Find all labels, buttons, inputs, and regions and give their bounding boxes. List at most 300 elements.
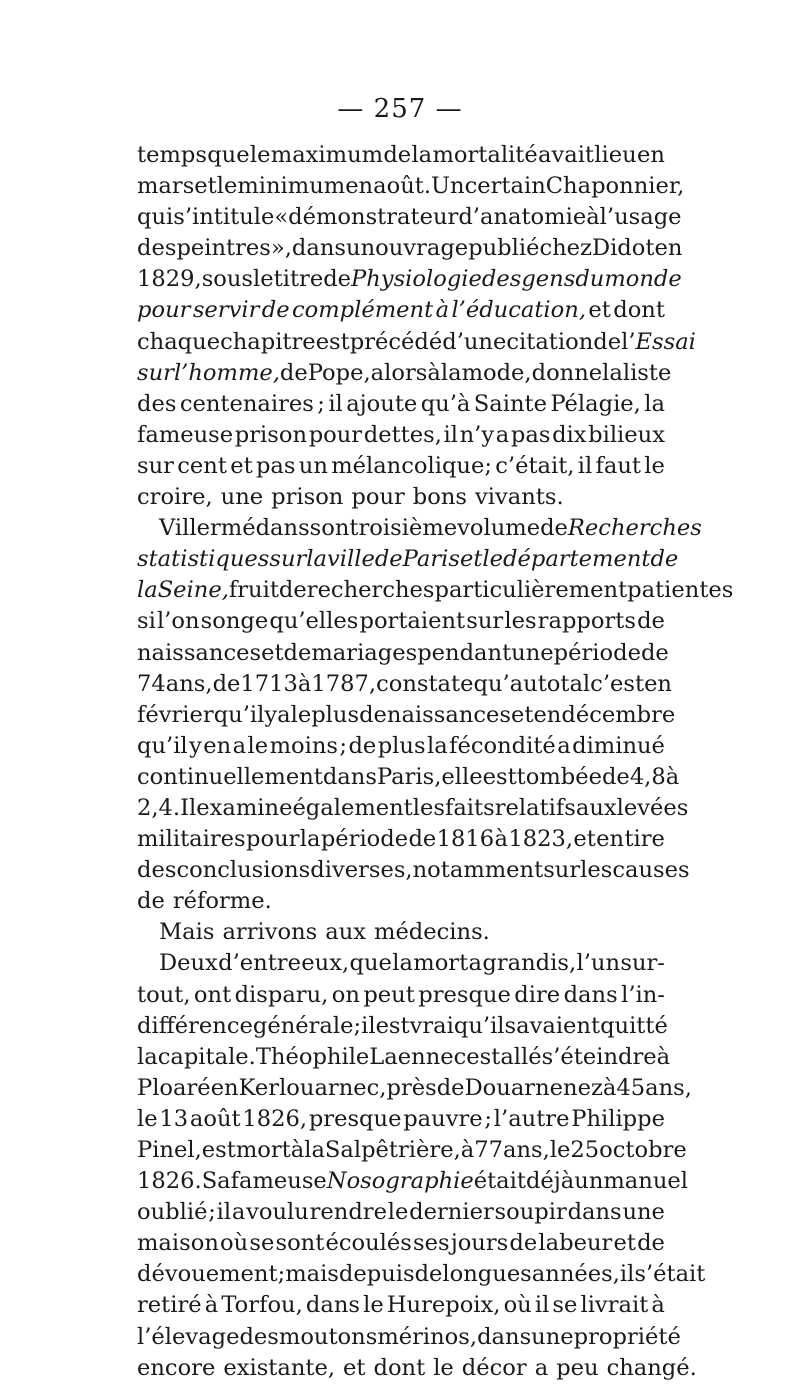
word: 1816 (436, 826, 495, 853)
word: Un (431, 173, 465, 200)
word: la (137, 1043, 158, 1070)
word: maison (137, 1230, 219, 1257)
word: à (427, 359, 441, 386)
word: est (375, 1012, 410, 1039)
word: capitale. (157, 1043, 256, 1070)
word: 77 (474, 1137, 503, 1163)
word: le (290, 701, 312, 728)
word: est (201, 1137, 236, 1163)
word: années, (531, 1261, 620, 1288)
page-number: — 257 — (337, 94, 463, 124)
word: statistiques (137, 546, 270, 573)
word: qu’au (473, 670, 538, 697)
word: naissances (137, 639, 262, 666)
text-line (137, 358, 672, 389)
word: Salpêtrière, (324, 1137, 461, 1163)
word: avaient (516, 1012, 601, 1039)
word: le (216, 173, 238, 200)
word: des (481, 266, 522, 293)
word: pas (255, 452, 296, 479)
word: peut (363, 981, 415, 1008)
word: les (412, 794, 445, 821)
word: le (249, 142, 271, 168)
word: Paris, (376, 763, 442, 790)
word: encore (137, 1354, 216, 1381)
word: conclusions (176, 857, 311, 884)
text-line (137, 264, 682, 295)
text-line (137, 1197, 665, 1228)
word: troisième (349, 515, 458, 542)
word: Deux (159, 950, 218, 977)
word: qu’il (213, 701, 265, 728)
word: liste (622, 359, 672, 386)
word: Nosographie (326, 1168, 474, 1195)
word: pour (351, 484, 405, 511)
text-line (137, 793, 689, 824)
word: depuis (338, 1261, 415, 1288)
word: peintres (176, 235, 271, 262)
word: arrivons (222, 919, 318, 946)
text-line (137, 948, 665, 979)
word: patientes (627, 577, 734, 604)
word: le (137, 1105, 158, 1132)
word: 1713 (240, 670, 298, 697)
word: aux (575, 794, 617, 821)
word: sur (137, 359, 174, 386)
word: 4,8 (629, 763, 666, 790)
word: Sainte (473, 390, 547, 417)
word: l’homme, (173, 359, 280, 386)
word: en (533, 701, 562, 728)
word: où (220, 1230, 249, 1257)
word: pour (246, 826, 300, 853)
word: y (189, 732, 202, 759)
word: sur- (620, 950, 665, 977)
word: Pélagie, (550, 390, 641, 417)
word: levées (616, 794, 689, 821)
word: la (411, 142, 433, 168)
word: Pinel, (137, 1137, 202, 1163)
word: ville (327, 546, 375, 573)
word: de (359, 701, 387, 728)
word: a (232, 732, 247, 759)
word: tire (624, 826, 665, 853)
word: février (137, 701, 214, 728)
word: une (511, 639, 554, 666)
word: la (392, 950, 413, 977)
word: continuellement (137, 763, 323, 790)
word: rapports (537, 608, 636, 635)
word: total (537, 670, 591, 697)
word: elle (441, 763, 483, 790)
word: Torfou, (221, 1292, 303, 1319)
word: et (261, 639, 284, 666)
word: et (613, 1230, 636, 1257)
word: qu’il (137, 732, 188, 759)
word: a (495, 421, 510, 448)
word: sur (269, 546, 307, 573)
word: de (640, 639, 669, 666)
word: la (644, 390, 665, 417)
body-text (137, 140, 734, 1384)
word: pauvre (403, 1105, 483, 1132)
word: et (510, 701, 534, 728)
word: de (278, 577, 307, 604)
text-line (137, 513, 702, 544)
word: recherches (306, 577, 435, 604)
word: fameuse (137, 421, 234, 448)
word: des (137, 235, 177, 262)
word: à (460, 1137, 475, 1163)
text-line (137, 171, 685, 202)
word: bilieux (588, 421, 665, 448)
word: décor (461, 1354, 527, 1381)
word: la (304, 1137, 325, 1163)
text-line (137, 140, 665, 171)
word: naissances (386, 701, 511, 728)
word: le (253, 266, 274, 293)
word: ses (412, 1230, 450, 1257)
word: titre (273, 266, 324, 293)
word: vrai (409, 1012, 454, 1039)
word: 1829, (137, 266, 202, 293)
word: pendant (417, 639, 512, 666)
word: Physiologie (351, 266, 482, 293)
word: où (503, 1292, 532, 1319)
word: plus (311, 701, 360, 728)
word: 1826, (242, 1105, 308, 1132)
text-line (137, 544, 679, 575)
word: Hurepoix, (386, 1292, 501, 1319)
word: notamment (412, 857, 544, 884)
text-line (137, 762, 680, 793)
word: fruit (228, 577, 279, 604)
word: diverses, (310, 857, 413, 884)
word: Villermé (159, 515, 256, 542)
word: mélancolique; (331, 452, 492, 479)
word: avait (538, 142, 595, 168)
word: on (331, 981, 360, 1008)
word: en (210, 1074, 239, 1101)
word: donne (531, 359, 603, 386)
word: et (230, 452, 253, 479)
word: ; (484, 1105, 493, 1132)
word: et (573, 826, 596, 853)
word: le (363, 1292, 384, 1319)
word: d’entre (218, 950, 301, 977)
word: son (309, 515, 350, 542)
word: précédé (349, 328, 443, 355)
word: un (574, 1168, 604, 1195)
word: a (557, 732, 571, 759)
word: gens (521, 266, 576, 293)
word: de (601, 763, 630, 790)
word: il (443, 421, 458, 448)
text-line (137, 1166, 688, 1197)
word: les (504, 608, 537, 635)
word: réforme. (172, 888, 272, 915)
word: longues (442, 1261, 532, 1288)
word: dans (255, 515, 310, 542)
word: ans, (645, 1074, 692, 1101)
word: un (298, 452, 328, 479)
word: d’une (442, 328, 507, 355)
word: pour (308, 421, 363, 448)
text-line (137, 1290, 665, 1321)
word: en (203, 732, 232, 759)
word: allé (500, 1043, 542, 1070)
word: fameuse (230, 1168, 327, 1195)
word: août (189, 1105, 241, 1132)
word: existante, (223, 1354, 336, 1381)
word: de (436, 1074, 465, 1101)
word: il (577, 452, 593, 479)
word: Paris (402, 546, 460, 573)
word: la (137, 577, 158, 604)
text-line (137, 886, 665, 917)
word: chaque (137, 328, 221, 355)
word: générale (252, 1012, 354, 1039)
word: labeur (538, 1230, 613, 1257)
word: 45 (616, 1074, 646, 1101)
word: à (586, 204, 600, 231)
word: de (637, 608, 665, 635)
word: c’était, (495, 452, 575, 479)
word: ont (193, 981, 232, 1008)
word: soupir (494, 1199, 567, 1226)
word: de (323, 266, 352, 293)
word: a (534, 1354, 549, 1381)
word: déjà (525, 1168, 575, 1195)
word: Il (180, 794, 197, 821)
word: ; (353, 1012, 362, 1039)
word: à (651, 1292, 665, 1319)
word: la (306, 546, 327, 573)
text-line (137, 1073, 692, 1104)
word: de (509, 1230, 538, 1257)
word: 1787, (311, 670, 377, 697)
word: à (297, 670, 312, 697)
word: qu’ils (453, 1012, 517, 1039)
text-line (137, 1011, 668, 1042)
word: cent (177, 452, 227, 479)
word: l’on (156, 608, 200, 635)
word: se (249, 1230, 275, 1257)
text-line (137, 917, 665, 948)
text-line (137, 669, 672, 700)
text-line (137, 855, 690, 886)
word: pas (510, 421, 551, 448)
word: « (274, 204, 289, 231)
word: propriété (573, 1323, 681, 1350)
word: août. (373, 173, 432, 200)
word: examine (196, 794, 293, 821)
word: croire, (137, 484, 213, 511)
word: le (549, 1137, 571, 1163)
text-line (137, 1259, 706, 1290)
word: en (654, 235, 683, 262)
word: vivants. (475, 484, 564, 511)
text-line (137, 1042, 671, 1073)
word: citation (506, 328, 594, 355)
word: une (622, 1199, 665, 1226)
word: jours (450, 1230, 509, 1257)
word: la (602, 359, 623, 386)
text-line (137, 1228, 665, 1259)
word: pour (137, 297, 191, 324)
word: ; (277, 1261, 286, 1288)
word: mort (413, 950, 469, 977)
word: Seine, (157, 577, 229, 604)
word: une (220, 484, 264, 511)
word: le (433, 1354, 454, 1381)
word: servir (192, 297, 260, 324)
word: ouvrage (375, 235, 469, 262)
word: fécondité (449, 732, 556, 759)
word: près (386, 1074, 437, 1101)
word: s’était (634, 1261, 706, 1288)
word: mode, (461, 359, 532, 386)
word: plus (377, 732, 426, 759)
word: dans (291, 235, 347, 262)
word: presque (418, 981, 511, 1008)
word: bons (412, 484, 468, 511)
word: tout, (137, 981, 191, 1008)
text-line (137, 638, 669, 669)
word: sont (275, 1230, 325, 1257)
word: de (279, 359, 308, 386)
word: la (299, 826, 321, 853)
text-line (137, 233, 683, 264)
word: écoulés (325, 1230, 412, 1257)
word: qu’elles (269, 608, 359, 635)
word: monde (604, 266, 682, 293)
word: livrait (580, 1292, 649, 1319)
word: retiré (137, 1292, 202, 1319)
word: sous (201, 266, 254, 293)
word: à (204, 1292, 219, 1319)
word: ; (317, 390, 325, 417)
text-line (137, 389, 665, 420)
word: qu’à (420, 390, 471, 417)
word: dix (552, 421, 587, 448)
word: dernier (409, 1199, 494, 1226)
word: certain (464, 173, 546, 200)
word: Recherches (567, 515, 702, 542)
word: en (644, 670, 672, 697)
word: la (440, 359, 462, 386)
word: il (619, 1261, 635, 1288)
word: dont (613, 297, 665, 324)
word: des (137, 857, 177, 884)
word: est (466, 1043, 501, 1070)
word: Sa (201, 1168, 231, 1195)
word: tombée (516, 763, 602, 790)
text-line (137, 1353, 697, 1384)
word: lieu (594, 142, 637, 168)
word: Laennec (369, 1043, 467, 1070)
word: presque (308, 1105, 402, 1132)
word: l’Essai (621, 328, 696, 355)
word: sur (543, 857, 581, 884)
word: voulu (246, 1199, 309, 1226)
word: à (435, 297, 450, 324)
word: rendre (309, 1199, 387, 1226)
word: n’y (459, 421, 495, 448)
word: y (264, 701, 278, 728)
word: Kerlouarnec, (238, 1074, 387, 1101)
word: manuel (603, 1168, 688, 1195)
word: à (602, 1074, 617, 1101)
word: en (345, 173, 374, 200)
word: de (212, 670, 241, 697)
word: militaires (137, 826, 246, 853)
word: de (283, 639, 312, 666)
word: le (644, 452, 665, 479)
word: dans (305, 1292, 360, 1319)
word: Douarnenez (464, 1074, 603, 1101)
word: période (553, 639, 641, 666)
word: 2,4. (137, 794, 181, 821)
text-line (137, 451, 665, 482)
word: c’est (590, 670, 645, 697)
word: si (137, 608, 156, 635)
word: médecins. (374, 919, 490, 946)
word: diminué (572, 732, 665, 759)
word: eux, (301, 950, 350, 977)
word: et (459, 546, 483, 573)
word: un (346, 235, 376, 262)
word: le (387, 1199, 409, 1226)
word: ans, (165, 670, 213, 697)
word: dans (477, 1323, 532, 1350)
word: l’éducation, (451, 297, 586, 324)
word: faut (595, 452, 641, 479)
word: de (414, 1261, 443, 1288)
word: de (374, 546, 403, 573)
word: et (343, 1354, 366, 1381)
word: de (383, 142, 412, 168)
word: de (408, 826, 437, 853)
word: des (239, 1323, 279, 1350)
text-line (137, 980, 665, 1011)
text-line (137, 606, 665, 637)
word: chez (539, 235, 592, 262)
word: dont (373, 1354, 426, 1381)
word: et (194, 173, 217, 200)
word: l’in- (621, 981, 665, 1008)
word: il (328, 390, 343, 417)
word: il (361, 1012, 376, 1039)
word: mortalité (432, 142, 538, 168)
word: prison (271, 484, 344, 511)
word: à (290, 1137, 305, 1163)
word: l’un (576, 950, 620, 977)
word: quitté (600, 1012, 668, 1039)
word: s’intitule (173, 204, 275, 231)
word: a (231, 1199, 246, 1226)
word: constate (376, 670, 474, 697)
word: il (534, 1292, 550, 1319)
word: Didot (591, 235, 655, 262)
word: que (207, 142, 250, 168)
word: portaient (359, 608, 466, 635)
word: la (426, 732, 448, 759)
word: centenaires (179, 390, 314, 417)
word: alors (370, 359, 428, 386)
word: 1826. (137, 1168, 202, 1195)
word: relatifs (494, 794, 576, 821)
